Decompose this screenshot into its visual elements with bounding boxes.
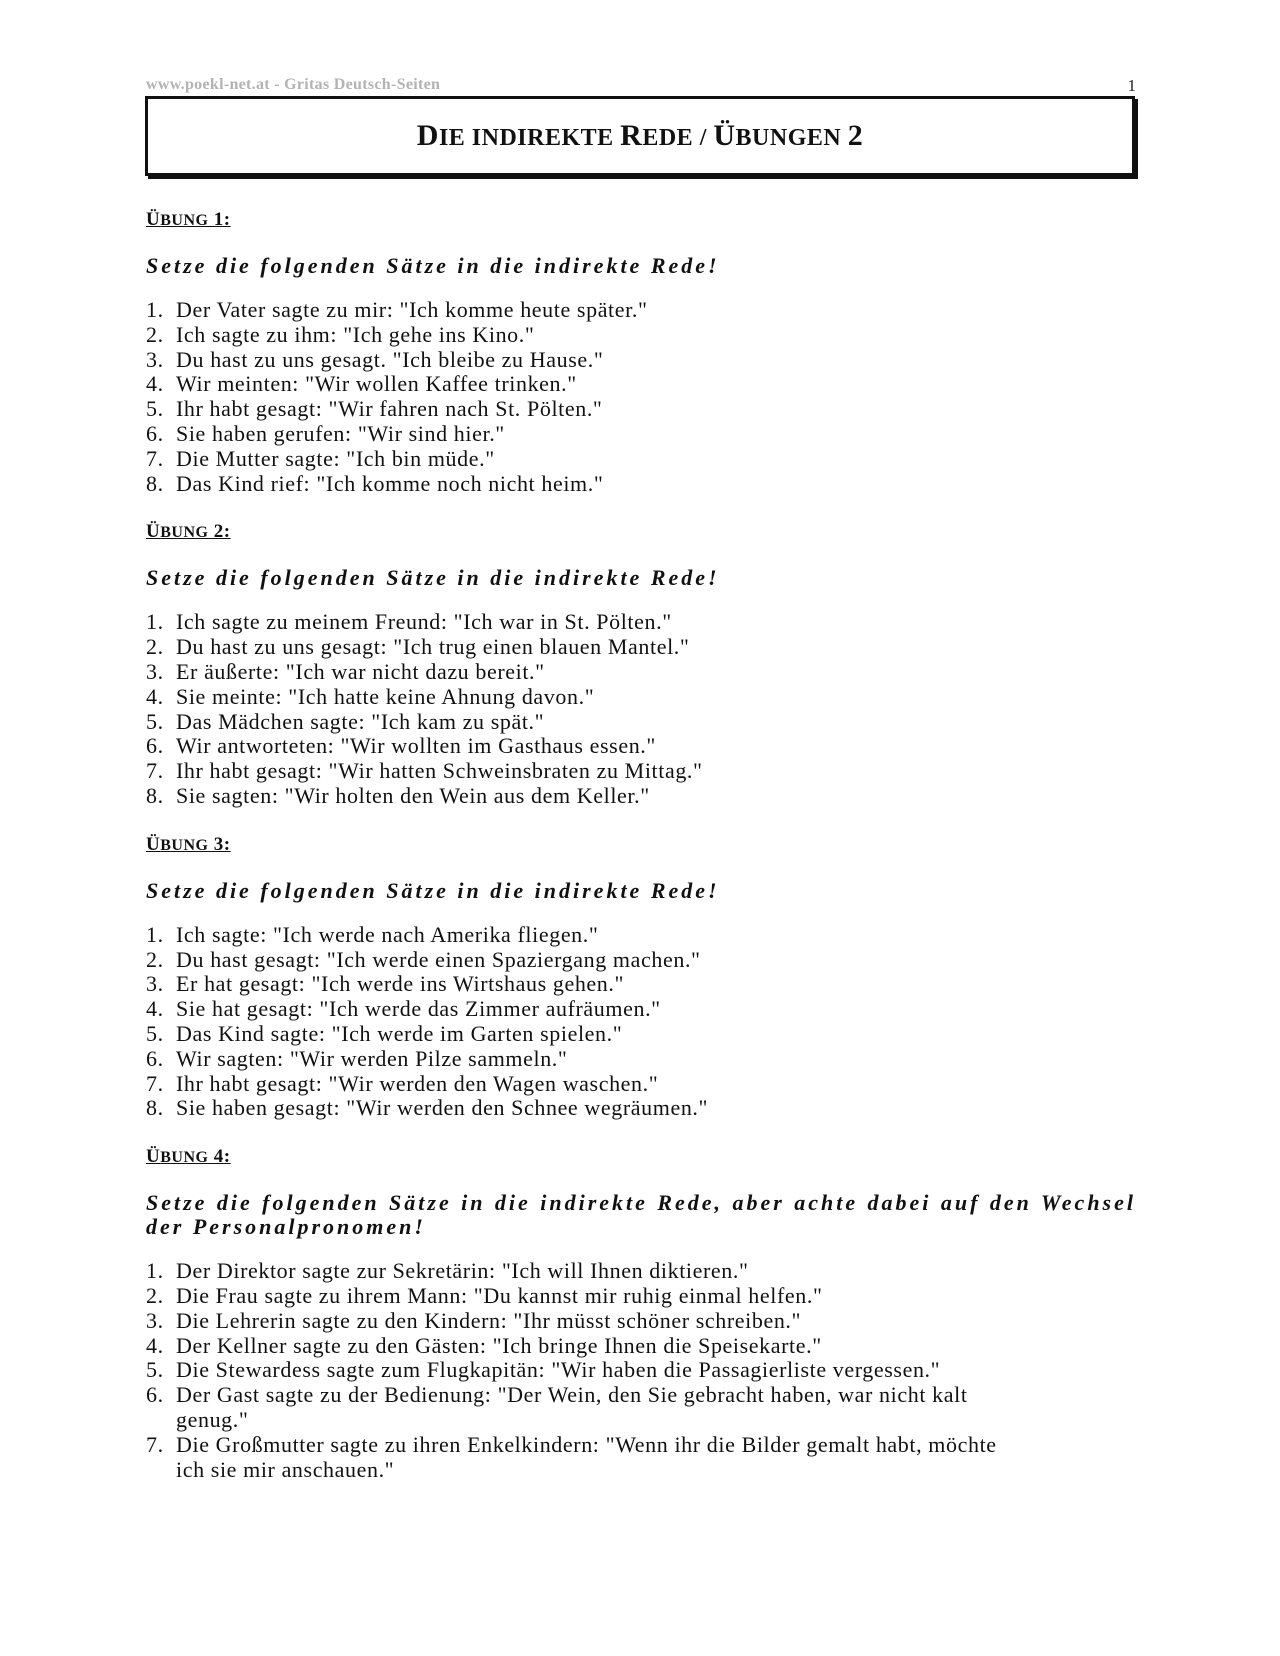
exercise-section-3 [146,831,1136,1143]
list-item: 4. Sie meinte: "Ich hatte keine Ahnung davon." [146,683,595,709]
list-item: 1. Der Vater sagte zu mir: "Ich komme heute später." [146,297,648,322]
section-instruction: Setze die folgenden Sätze in die indirekte Rede, aber achte dabei auf den Wechsel der Personalpronomen! [146,1190,1136,1240]
title-part: R [620,119,643,152]
list-item: 7. Die Großmutter sagte zu ihren Enkelkindern: "Wenn ihr die Bilder gemalt habt, möchte ich sie mir anschauen." [146,1431,997,1482]
title-part: 2 [847,119,864,152]
list-item: 1. Der Direktor sagte zur Sekretärin: "Ich will Ihnen diktieren." [146,1258,749,1284]
list-item: 4. Der Kellner sagte zu den Gästen: "Ich bringe Ihnen die Speisekarte." [146,1332,822,1358]
list-item: 8. Sie sagten: "Wir holten den Wein aus dem Keller." [146,782,650,808]
title-part: IE INDIREKTE [438,125,621,151]
list-item: 1. Ich sagte: "Ich werde nach Amerika fliegen." [146,921,599,947]
list-item: 3. Die Lehrerin sagte zu den Kindern: "Ihr müsst schöner schreiben." [146,1307,802,1333]
list-item: 3. Er äußerte: "Ich war nicht dazu bereit." [146,658,545,684]
title-part: D [416,119,439,152]
sentence-list [146,923,1136,1121]
list-item: 6. Der Gast sagte zu der Bedienung: "Der Wein, den Sie gebracht haben, war nicht kalt genug." [146,1382,968,1432]
list-item: 3. Er hat gesagt: "Ich werde ins Wirtshaus gehen." [146,971,625,997]
section-heading: ÜBUNG 4: [146,1146,231,1168]
exercise-content [146,206,1136,1482]
list-item: 2. Du hast gesagt: "Ich werde einen Spaziergang machen." [146,946,701,972]
list-item: 3. Du hast zu uns gesagt. "Ich bleibe zu Hause." [146,346,604,372]
list-item: 7. Ihr habt gesagt: "Wir hatten Schweinsbraten zu Mittag." [146,758,703,784]
sentence-list [146,298,1136,496]
sentence-list [146,1259,1136,1482]
page-title [417,119,863,153]
list-item: 5. Das Mädchen sagte: "Ich kam zu spät." [146,708,545,734]
list-item: 4. Wir meinten: "Wir wollen Kaffee trinken." [146,371,577,397]
list-item: 5. Die Stewardess sagte zum Flugkapitän: "Wir haben die Passagierliste vergessen." [146,1357,941,1383]
title-part: BUNGEN [735,125,848,151]
section-instruction: Setze die folgenden Sätze in die indirekte Rede! [146,877,720,903]
title-part: EDE / [642,125,714,151]
sentence-list [146,610,1136,808]
title-part: Ü [713,119,736,152]
exercise-section-2 [146,518,1136,830]
list-item: 7. Die Mutter sagte: "Ich bin müde." [146,445,495,471]
list-item: 8. Sie haben gesagt: "Wir werden den Schnee wegräumen." [146,1095,709,1121]
list-item: 6. Wir sagten: "Wir werden Pilze sammeln." [146,1045,568,1071]
list-item: 7. Ihr habt gesagt: "Wir werden den Wagen waschen." [146,1070,659,1096]
list-item: 2. Ich sagte zu ihm: "Ich gehe ins Kino." [146,321,535,347]
site-url: www.poekl-net.at - Gritas Deutsch-Seiten [146,76,441,93]
list-item: 6. Wir antworteten: "Wir wollten im Gasthaus essen." [146,733,656,759]
section-heading: ÜBUNG 3: [146,833,231,855]
exercise-section-4 [146,1143,1136,1482]
section-heading: ÜBUNG 2: [146,521,231,543]
list-item: 8. Das Kind rief: "Ich komme noch nicht heim." [146,470,604,496]
list-item: 4. Sie hat gesagt: "Ich werde das Zimmer aufräumen." [146,996,661,1022]
section-heading: ÜBUNG 1: [146,209,231,230]
list-item: 2. Du hast zu uns gesagt: "Ich trug einen blauen Mantel." [146,634,690,660]
section-instruction: Setze die folgenden Sätze in die indirekte Rede! [146,253,720,278]
title-box [145,96,1135,176]
list-item: 6. Sie haben gerufen: "Wir sind hier." [146,420,505,446]
page-header [146,76,1136,94]
section-instruction: Setze die folgenden Sätze in die indirekte Rede! [146,565,720,591]
page-number: 1 [1127,76,1136,95]
list-item: 1. Ich sagte zu meinem Freund: "Ich war in St. Pölten." [146,609,672,635]
list-item: 2. Die Frau sagte zu ihrem Mann: "Du kannst mir ruhig einmal helfen." [146,1282,823,1308]
list-item: 5. Ihr habt gesagt: "Wir fahren nach St. Pölten." [146,396,603,422]
list-item: 5. Das Kind sagte: "Ich werde im Garten spielen." [146,1020,623,1046]
exercise-section-1 [146,206,1136,518]
